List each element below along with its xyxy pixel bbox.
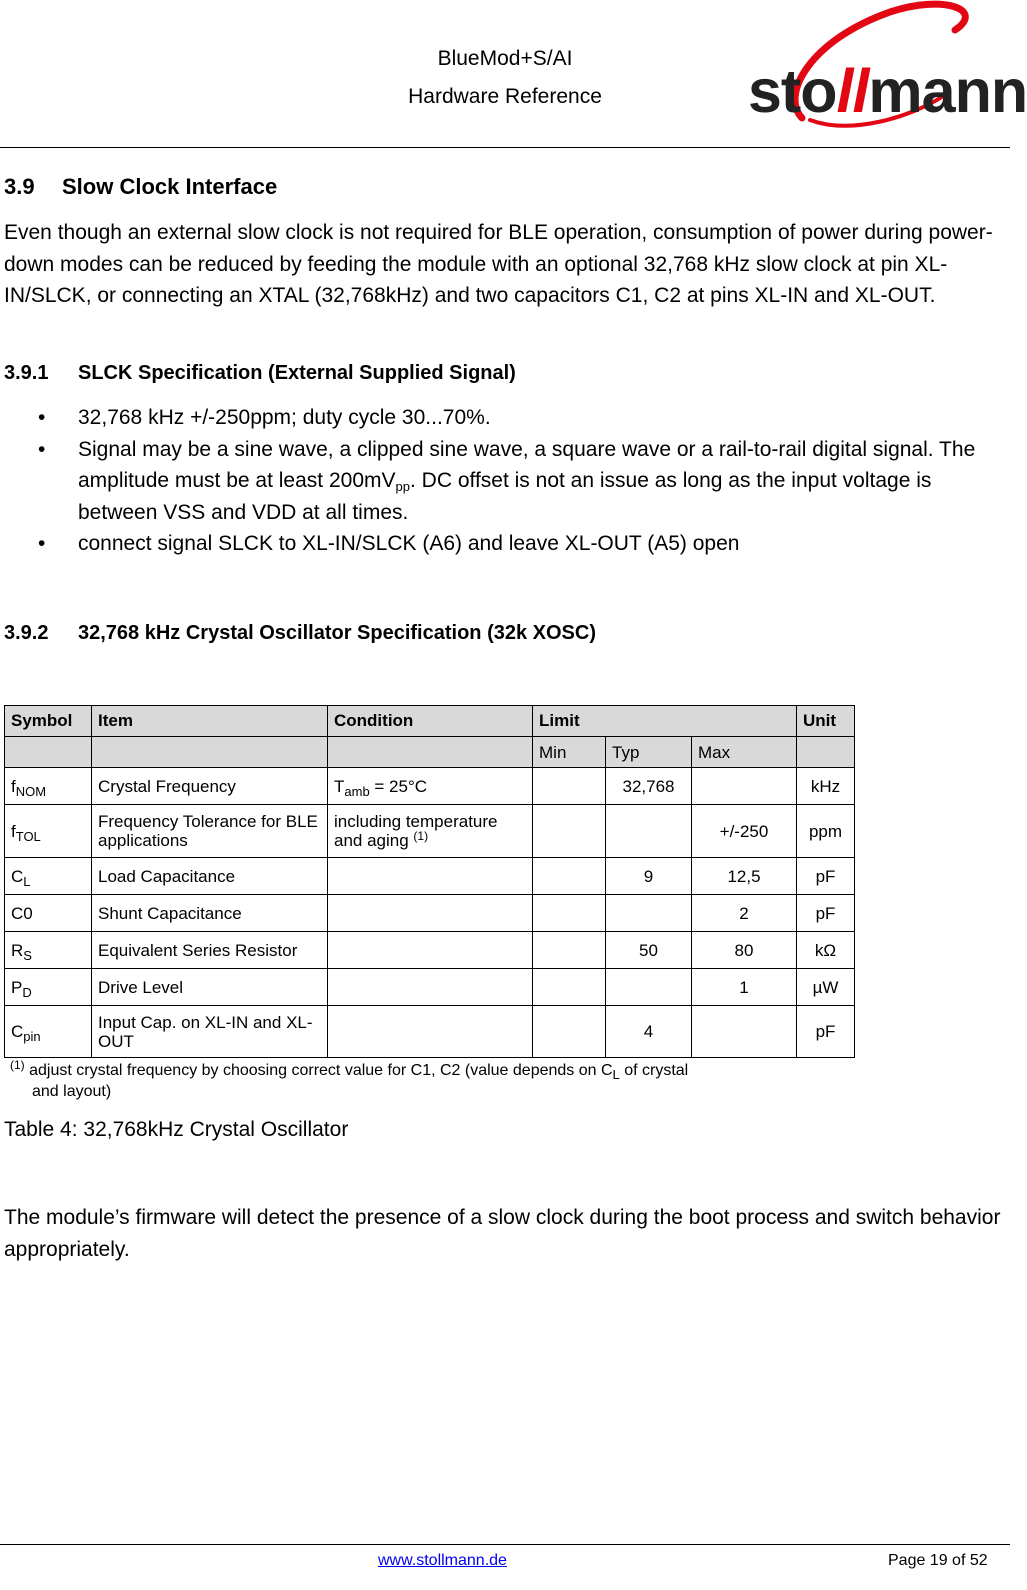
condition-cell [328,805,533,858]
list-item-text: Signal may be a sine wave, a clipped sine wave, a square wave or a rail-to-rail digital signal. The amplitude must be at least 200mV [78,437,976,492]
bullet-icon: • [38,406,46,429]
subscript: amb [344,783,370,799]
list-item-text: connect signal SLCK to XL-IN/SLCK (A6) and leave XL-OUT (A5) open [78,532,740,555]
subscript: pp [395,479,410,494]
item-cell: Frequency Tolerance for BLE applications [92,805,328,858]
subscript: L [612,1067,620,1082]
min-cell [533,895,606,932]
section-number: 3.9 [4,174,35,199]
list-item [0,402,1000,434]
typ-cell [606,969,692,1006]
item-cell: Equivalent Series Resistor [92,932,328,969]
table-row [5,1006,855,1058]
column-header: Condition [328,706,533,737]
symbol-cell [5,805,92,858]
max-cell: +/-250 [692,805,797,858]
min-cell [533,1006,606,1058]
max-cell: 12,5 [692,858,797,895]
condition-cell [328,969,533,1006]
typ-cell: 32,768 [606,768,692,805]
subscript: pin [23,1029,41,1044]
footnote-text: of crystal [619,1062,689,1079]
table-footnote [10,1060,810,1102]
table-row [5,768,855,805]
condition-cell [328,895,533,932]
max-cell: 2 [692,895,797,932]
subscript: L [23,873,31,889]
column-header: Limit [533,706,797,737]
table-cell [5,737,92,768]
subscript: NOM [15,783,47,799]
symbol-cell [5,969,92,1006]
symbol-cell [5,768,92,805]
unit-cell: ppm [797,805,855,858]
table-caption: Table 4: 32,768kHz Crystal Oscillator [4,1118,349,1141]
column-header: Unit [797,706,855,737]
subscript: S [23,947,32,963]
spec-bullet-list [0,402,1000,560]
subscript: TOL [15,828,41,844]
table-row [5,858,855,895]
symbol-text: C [11,866,24,886]
max-cell: 1 [692,969,797,1006]
column-header: Item [92,706,328,737]
subsection-number: 3.9.1 [4,362,49,384]
logo-text-c: mann [868,57,1027,125]
intro-paragraph: Even though an external slow clock is not required for BLE operation, consumption of power during power-down modes can be reduced by feeding the module with an optional 32,768 kHz slow clock at pin XL-IN/SLCK, or connecting an XTAL (32,768kHz) and two capacitors C1, C2 at pins XL-IN and XL-OUT. [4,221,993,307]
item-cell: Input Cap. on XL-IN and XL-OUT [92,1006,328,1058]
list-item [0,434,1000,529]
unit-cell: pF [797,895,855,932]
table-header-row [5,706,855,737]
subsection-number: 3.9.2 [4,622,49,644]
unit-cell: pF [797,858,855,895]
symbol-text: R [11,940,24,960]
crystal-spec-table [4,705,855,1058]
logo-wordmark [748,57,1027,125]
page-footer [0,1544,1010,1569]
min-cell [533,805,606,858]
website-link[interactable]: www.stollmann.de [378,1552,507,1569]
condition-text: T [334,776,345,796]
table-cell [92,737,328,768]
table-cell [797,737,855,768]
symbol-text: P [11,977,23,997]
list-item-text: . DC offset is not an issue as long as the input voltage is between VSS and VDD at all times. [78,469,932,524]
typ-cell: 50 [606,932,692,969]
unit-cell: kΩ [797,932,855,969]
header-title [380,40,630,116]
symbol-text: f [11,821,16,841]
min-cell [533,969,606,1006]
subsection-heading-2 [4,622,596,645]
section-title: Slow Clock Interface [62,174,278,199]
typ-cell [606,805,692,858]
condition-text: including temperature and aging [334,812,498,850]
bullet-icon: • [38,532,46,555]
unit-cell: kHz [797,768,855,805]
bullet-icon: • [38,437,46,461]
unit-cell: pF [797,1006,855,1058]
symbol-cell [5,1006,92,1058]
max-cell [692,1006,797,1058]
table-row [5,932,855,969]
list-item [0,528,1000,560]
table-row [5,969,855,1006]
closing-paragraph: The module’s firmware will detect the presence of a slow clock during the boot process and switch behavior appropriately. [4,1206,1001,1261]
unit-cell: µW [797,969,855,1006]
logo-text-b: ll [836,57,869,125]
section-heading [4,174,277,200]
column-subheader: Max [692,737,797,768]
item-cell: Crystal Frequency [92,768,328,805]
symbol-cell [5,858,92,895]
condition-text: = 25°C [369,776,428,796]
condition-cell [328,932,533,969]
condition-cell [328,858,533,895]
symbol-text: C [11,1022,24,1041]
typ-cell: 4 [606,1006,692,1058]
logo-text-a: sto [748,57,837,125]
table-row [5,805,855,858]
subscript: D [22,984,32,1000]
typ-cell [606,895,692,932]
list-item-text: 32,768 kHz +/-250ppm; duty cycle 30...70%. [78,406,491,429]
max-cell [692,768,797,805]
typ-cell: 9 [606,858,692,895]
page-header [0,0,1027,148]
item-cell: Shunt Capacitance [92,895,328,932]
condition-cell [328,768,533,805]
subsection-title: 32,768 kHz Crystal Oscillator Specification (32k XOSC) [78,622,596,644]
symbol-cell: C0 [5,895,92,932]
condition-cell [328,1006,533,1058]
stollmann-logo [740,0,1027,140]
document-type: Hardware Reference [408,85,602,108]
footnote-text: and layout) [32,1083,112,1100]
min-cell [533,932,606,969]
column-header: Symbol [5,706,92,737]
min-cell [533,858,606,895]
subsection-heading-1 [4,362,516,385]
subsection-title: SLCK Specification (External Supplied Signal) [78,362,516,384]
product-name: BlueMod+S/AI [437,47,573,70]
item-cell: Load Capacitance [92,858,328,895]
table-cell [328,737,533,768]
table-row [5,895,855,932]
max-cell: 80 [692,932,797,969]
symbol-cell [5,932,92,969]
page-number: Page 19 of 52 [888,1552,988,1569]
symbol-text: f [11,776,16,796]
column-subheader: Min [533,737,606,768]
column-subheader: Typ [606,737,692,768]
table-subheader-row [5,737,855,768]
footnote-mark: (1) [10,1058,25,1072]
superscript: (1) [413,829,429,843]
item-cell: Drive Level [92,969,328,1006]
footnote-text: adjust crystal frequency by choosing correct value for C1, C2 (value depends on C [24,1062,613,1079]
min-cell [533,768,606,805]
